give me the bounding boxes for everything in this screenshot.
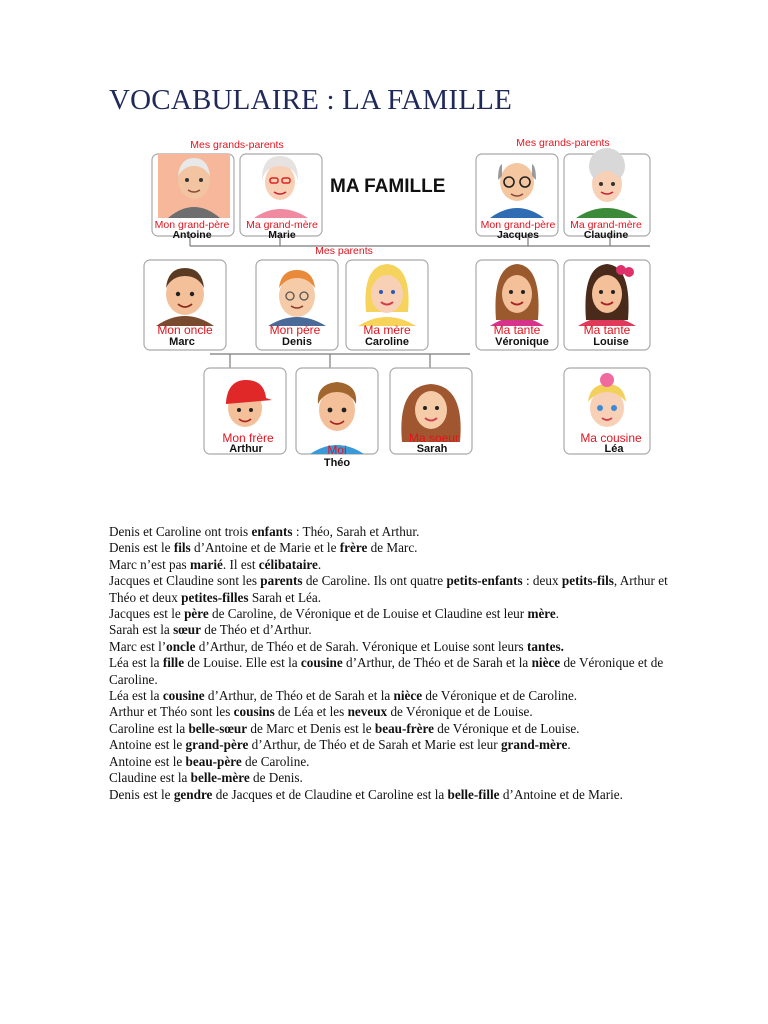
sentence-text: de Caroline. Ils ont quatre	[302, 573, 447, 589]
sentence-text: .	[567, 737, 571, 753]
sentence	[109, 622, 669, 638]
sentence-text: .	[555, 606, 560, 622]
sentence-text: Caroline est la	[109, 720, 189, 736]
sentence-text: : deux	[522, 573, 562, 589]
sentence-text: de Véronique et de Louise.	[433, 720, 580, 736]
vocab-word: petites-filles	[181, 589, 249, 605]
sentence-text: Denis et Caroline ont trois	[109, 524, 252, 539]
vocab-word: parents	[260, 573, 303, 589]
name-label-caroline: Caroline	[364, 336, 410, 348]
group-label-maternal: Mes grands-parents	[516, 137, 610, 149]
denis-portrait-icon	[268, 270, 326, 326]
claudine-portrait-icon	[576, 148, 638, 218]
sentence-text: , Arthur et Théo et deux	[109, 573, 668, 605]
sentence-text: .	[317, 556, 322, 572]
name-label-lea: Léa	[604, 443, 624, 455]
group-label-parents: Mes parents	[315, 245, 373, 257]
role-label-denis: Mon père	[269, 323, 321, 337]
sentence-text: Sarah est la	[109, 622, 174, 638]
role-label-sarah: Ma soeur	[408, 431, 460, 445]
sentence	[109, 737, 669, 753]
sentence-text: de Léa et les	[274, 704, 348, 720]
vocab-word: cousine	[300, 655, 343, 671]
role-label-lea: Ma cousine	[580, 431, 642, 445]
vocab-word: tantes.	[526, 638, 564, 654]
role-label-claudine: Ma grand-mère	[570, 219, 642, 231]
role-label-caroline: Ma mère	[363, 323, 411, 337]
sentence-text: d’Arthur, de Théo et de Sarah et la	[204, 688, 394, 704]
sentence-text: Jacques est le	[109, 606, 185, 622]
name-label-theo: Théo	[323, 457, 351, 469]
vocab-word: beau-frère	[374, 720, 434, 736]
sentence	[109, 606, 669, 622]
page-title: VOCABULAIRE : LA FAMILLE	[109, 84, 512, 116]
sentence-text: : Théo, Sarah et Arthur.	[292, 524, 420, 539]
caroline-portrait-icon	[358, 264, 416, 326]
vocab-word: oncle	[166, 638, 196, 654]
sentence	[109, 688, 669, 704]
sentence-text: de Louise. Elle est la	[184, 655, 301, 671]
lea-portrait-icon	[588, 373, 626, 427]
sentence-text: Sarah et Léa.	[248, 589, 322, 605]
name-label-jacques: Jacques	[496, 229, 540, 241]
name-label-antoine: Antoine	[172, 229, 212, 241]
name-label-sarah: Sarah	[416, 443, 448, 455]
jacques-portrait-icon	[490, 163, 544, 218]
sentence-text: Jacques et Claudine sont les	[109, 573, 261, 589]
vocab-word: fils	[173, 540, 191, 556]
sentence	[109, 754, 669, 770]
vocab-word: grand-mère	[500, 737, 568, 753]
sentence-text: Léa est la	[109, 655, 163, 671]
sentence-text: de Véronique et de Caroline.	[109, 655, 664, 687]
sentence-text: . Il est	[222, 556, 259, 572]
role-label-veronique: Ma tante	[493, 323, 541, 337]
vocab-word: petits-fils	[561, 573, 614, 589]
sentence	[109, 704, 669, 720]
sentence-text: d’Arthur, de Théo et de Sarah et Marie est leur	[248, 737, 501, 753]
role-label-louise: Ma tante	[583, 323, 631, 337]
sentence-text: de Jacques et de Claudine et Caroline est la	[212, 786, 448, 802]
vocab-word: beau-père	[185, 753, 242, 769]
vocab-word: belle-sœur	[188, 720, 248, 736]
name-label-marc: Marc	[169, 336, 195, 348]
role-label-marc: Mon oncle	[157, 323, 213, 337]
sentence-text: Denis est le	[109, 786, 174, 802]
vocab-word: belle-mère	[190, 770, 250, 786]
role-label-antoine: Mon grand-père	[154, 219, 230, 231]
vocab-word: mère	[527, 606, 556, 622]
group-label-paternal: Mes grands-parents	[190, 139, 284, 151]
vocab-word: grand-père	[185, 737, 249, 753]
sentence-text: Antoine est le	[109, 753, 186, 769]
role-label-arthur: Mon frère	[222, 431, 274, 445]
sentence	[109, 573, 669, 606]
vocab-word: belle-fille	[447, 786, 500, 802]
vocab-word: nièce	[393, 688, 423, 704]
sentence	[109, 655, 669, 688]
sentence	[109, 524, 669, 540]
sentence-text: Marc est l’	[109, 638, 167, 654]
vocabulary-sentences	[109, 524, 669, 803]
name-label-louise: Louise	[593, 336, 629, 348]
tree-heading: MA FAMILLE	[330, 176, 446, 197]
sentence	[109, 770, 669, 786]
role-label-jacques: Mon grand-père	[480, 219, 556, 231]
vocab-word: fille	[162, 655, 185, 671]
sentence-text: de Denis.	[249, 770, 303, 786]
sentence-text: de Caroline, de Véronique et de Louise et Claudine est leur	[208, 606, 528, 622]
sentence-text: de Marc.	[367, 540, 418, 556]
role-label-theo: Moi	[327, 443, 347, 457]
name-label-claudine: Claudine	[583, 229, 629, 241]
vocab-word: neveux	[347, 704, 388, 720]
veronique-portrait-icon	[490, 264, 544, 326]
sentence	[109, 721, 669, 737]
louise-portrait-icon	[578, 264, 636, 326]
vocab-word: frère	[339, 540, 368, 556]
vocab-word: gendre	[173, 786, 213, 802]
sentence-text: Arthur et Théo sont les	[109, 704, 234, 720]
sentence-text: Claudine est la	[109, 770, 191, 786]
sentence	[109, 787, 669, 803]
sentence-text: d’Antoine et de Marie.	[499, 786, 623, 802]
sentence-text: d’Arthur, de Théo et de Sarah. Véronique et Louise sont leurs	[195, 638, 527, 654]
arthur-portrait-icon	[226, 380, 272, 427]
antoine-portrait-icon	[158, 154, 230, 218]
vocab-word: nièce	[531, 655, 561, 671]
family-tree-figure	[140, 136, 660, 480]
sentence-text: de Théo et d’Arthur.	[200, 622, 312, 638]
sentence-text: Marc n’est pas	[109, 556, 190, 572]
sentence-text: de Véronique et de Caroline.	[422, 688, 578, 704]
name-label-denis: Denis	[282, 336, 312, 348]
name-label-marie: Marie	[268, 229, 296, 241]
vocab-word: cousins	[233, 704, 275, 720]
role-label-marie: Ma grand-mère	[246, 219, 318, 231]
sentence-text: d’Arthur, de Théo et de Sarah et la	[342, 655, 532, 671]
name-label-veronique: Véronique	[495, 336, 549, 348]
sentence-text: de Marc et Denis est le	[247, 720, 375, 736]
sentence-text: Antoine est le	[109, 737, 186, 753]
vocab-word: enfants	[251, 524, 293, 539]
sentence	[109, 540, 669, 556]
sentence-text: de Véronique et de Louise.	[387, 704, 533, 720]
tree-connectors	[190, 234, 650, 368]
sentence	[109, 639, 669, 655]
name-label-arthur: Arthur	[229, 443, 263, 455]
vocab-word: sœur	[173, 622, 201, 638]
vocab-word: petits-enfants	[446, 573, 523, 589]
vocab-word: cousine	[162, 688, 205, 704]
sentence-text: Denis est le	[109, 540, 174, 556]
vocab-word: célibataire	[258, 556, 318, 572]
marc-portrait-icon	[156, 268, 214, 326]
sentence-text: d’Antoine et de Marie et le	[190, 540, 340, 556]
vocab-word: père	[184, 606, 209, 622]
sentence-text: de Caroline.	[241, 753, 310, 769]
sentence-text: Léa est la	[109, 688, 163, 704]
vocab-word: marié	[189, 556, 223, 572]
marie-portrait-icon	[254, 156, 308, 218]
sentence	[109, 557, 669, 573]
